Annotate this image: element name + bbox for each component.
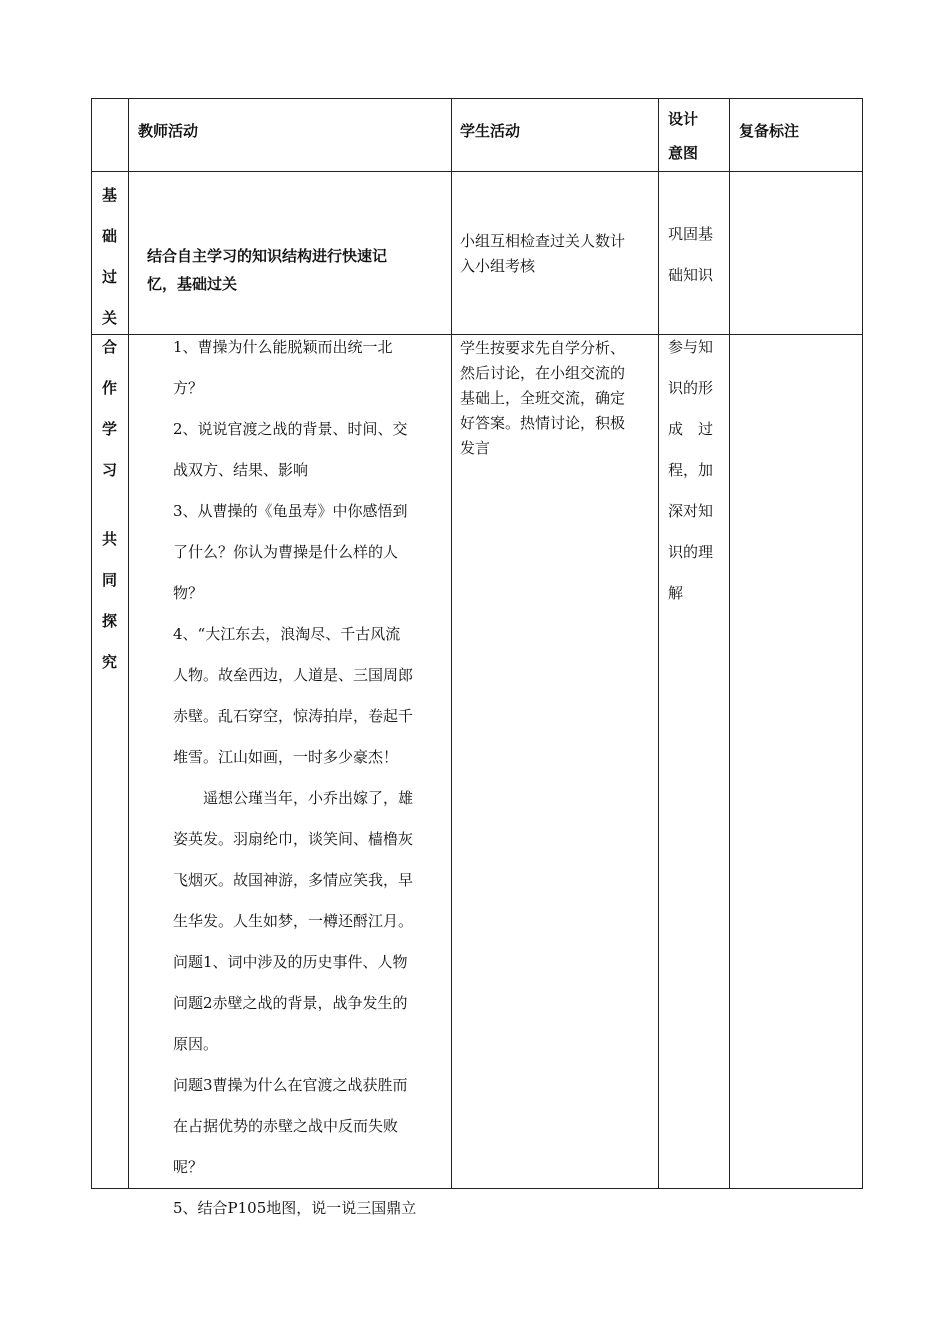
table-border-top [91, 98, 863, 99]
text-line: 结合自主学习的知识结构进行快速记 [147, 247, 388, 265]
row1-design-intent [668, 214, 728, 296]
row-label-char: 共 [101, 530, 117, 548]
text-line: 2、说说官渡之战的背景、时间、交 [173, 420, 408, 438]
text-line: 问题3曹操为什么在官渡之战获胜而 [173, 1076, 408, 1094]
text-line: 好答案。热情讨论，积极 [460, 414, 626, 432]
text-line: 忆，基础过关 [147, 275, 238, 293]
text-line: 础知识 [668, 266, 714, 284]
text-line: 成 过 [668, 420, 714, 438]
text-line: 在占据优势的赤壁之战中反而失败 [173, 1117, 399, 1135]
row-label-char: 作 [101, 379, 117, 397]
row-divider [91, 171, 863, 172]
text-line: 堆雪。江山如画，一时多少豪杰！ [173, 748, 399, 766]
text-line: 遥想公瑾当年，小乔出嫁了，雄 [203, 789, 414, 807]
text-line: 程，加 [668, 461, 714, 479]
row-label-char: 习 [101, 461, 117, 479]
text-line: 学生按要求先自学分析、 [460, 339, 626, 357]
row-label-char: 探 [101, 612, 117, 630]
text-line: 4、“大江东去，浪淘尽、千古风流 [173, 625, 401, 643]
row2-teacher-activity [173, 327, 448, 1229]
text-line: 方？ [173, 379, 204, 397]
row-label-char: 学 [101, 420, 117, 438]
header-student-activity: 学生活动 [460, 122, 521, 140]
row1-teacher-activity [147, 242, 447, 298]
text-line: 呢？ [173, 1158, 204, 1176]
lesson-plan-table [91, 98, 863, 1217]
header-design-intent [668, 102, 698, 170]
text-line: 赤壁。乱石穿空，惊涛拍岸，卷起千 [173, 707, 414, 725]
text-line: 小组互相检查过关人数计 [460, 232, 626, 250]
text-line: 5、结合P105地图，说一说三国鼎立 [173, 1199, 417, 1217]
row-label-basic-review [91, 175, 128, 339]
text-line: 飞烟灭。故国神游，多情应笑我，早 [173, 871, 414, 889]
text-line: 然后讨论，在小组交流的 [460, 364, 626, 382]
text-line: 发言 [460, 439, 491, 457]
row-label-char: 同 [101, 571, 117, 589]
text-line: 解 [668, 584, 684, 602]
text-line: 问题2赤壁之战的背景，战争发生的 [173, 994, 408, 1012]
row-label-char: 究 [101, 653, 117, 671]
column-divider [729, 98, 730, 1189]
text-line: 战双方、结果、影响 [173, 461, 309, 479]
text-line: 参与知 [668, 338, 714, 356]
text-line: 了什么？你认为曹操是什么样的人 [173, 543, 399, 561]
text-line: 入小组考核 [460, 257, 536, 275]
row-label-cooperative-inquiry [91, 327, 128, 683]
text-line: 人物。故垒西边，人道是、三国周郎 [173, 666, 414, 684]
row-label-char: 过 [101, 268, 117, 286]
header-review-notes: 复备标注 [739, 122, 800, 140]
text-line: 巩固基 [668, 225, 714, 243]
text-line: 识的理 [668, 543, 714, 561]
row-label-char: 合 [101, 338, 117, 356]
header-design-line: 意图 [668, 144, 699, 162]
text-line: 原因。 [173, 1035, 219, 1053]
row2-design-intent [668, 327, 728, 614]
text-line: 识的形 [668, 379, 714, 397]
row1-student-activity [460, 229, 655, 279]
label-gap [91, 491, 128, 519]
text-line: 深对知 [668, 502, 714, 520]
row2-student-activity [460, 336, 655, 461]
column-divider [128, 98, 129, 1189]
table-border-right [862, 98, 863, 1189]
text-line: 3、从曹操的《龟虽寿》中你感悟到 [173, 502, 408, 520]
column-divider [451, 98, 452, 1189]
text-line: 物？ [173, 584, 204, 602]
row-label-char: 基 [101, 186, 117, 204]
row-label-char: 关 [101, 309, 117, 327]
text-line: 1、曹操为什么能脱颖而出统一北 [173, 338, 393, 356]
row-label-char: 础 [101, 227, 117, 245]
text-line: 姿英发。羽扇纶巾，谈笑间、樯橹灰 [173, 830, 414, 848]
text-line: 生华发。人生如梦，一樽还酹江月。 [173, 912, 414, 930]
text-line: 基础上，全班交流，确定 [460, 389, 626, 407]
column-divider [658, 98, 659, 1189]
text-line: 问题1、词中涉及的历史事件、人物 [173, 953, 408, 971]
header-design-line: 设计 [668, 110, 699, 128]
header-teacher-activity: 教师活动 [138, 122, 199, 140]
